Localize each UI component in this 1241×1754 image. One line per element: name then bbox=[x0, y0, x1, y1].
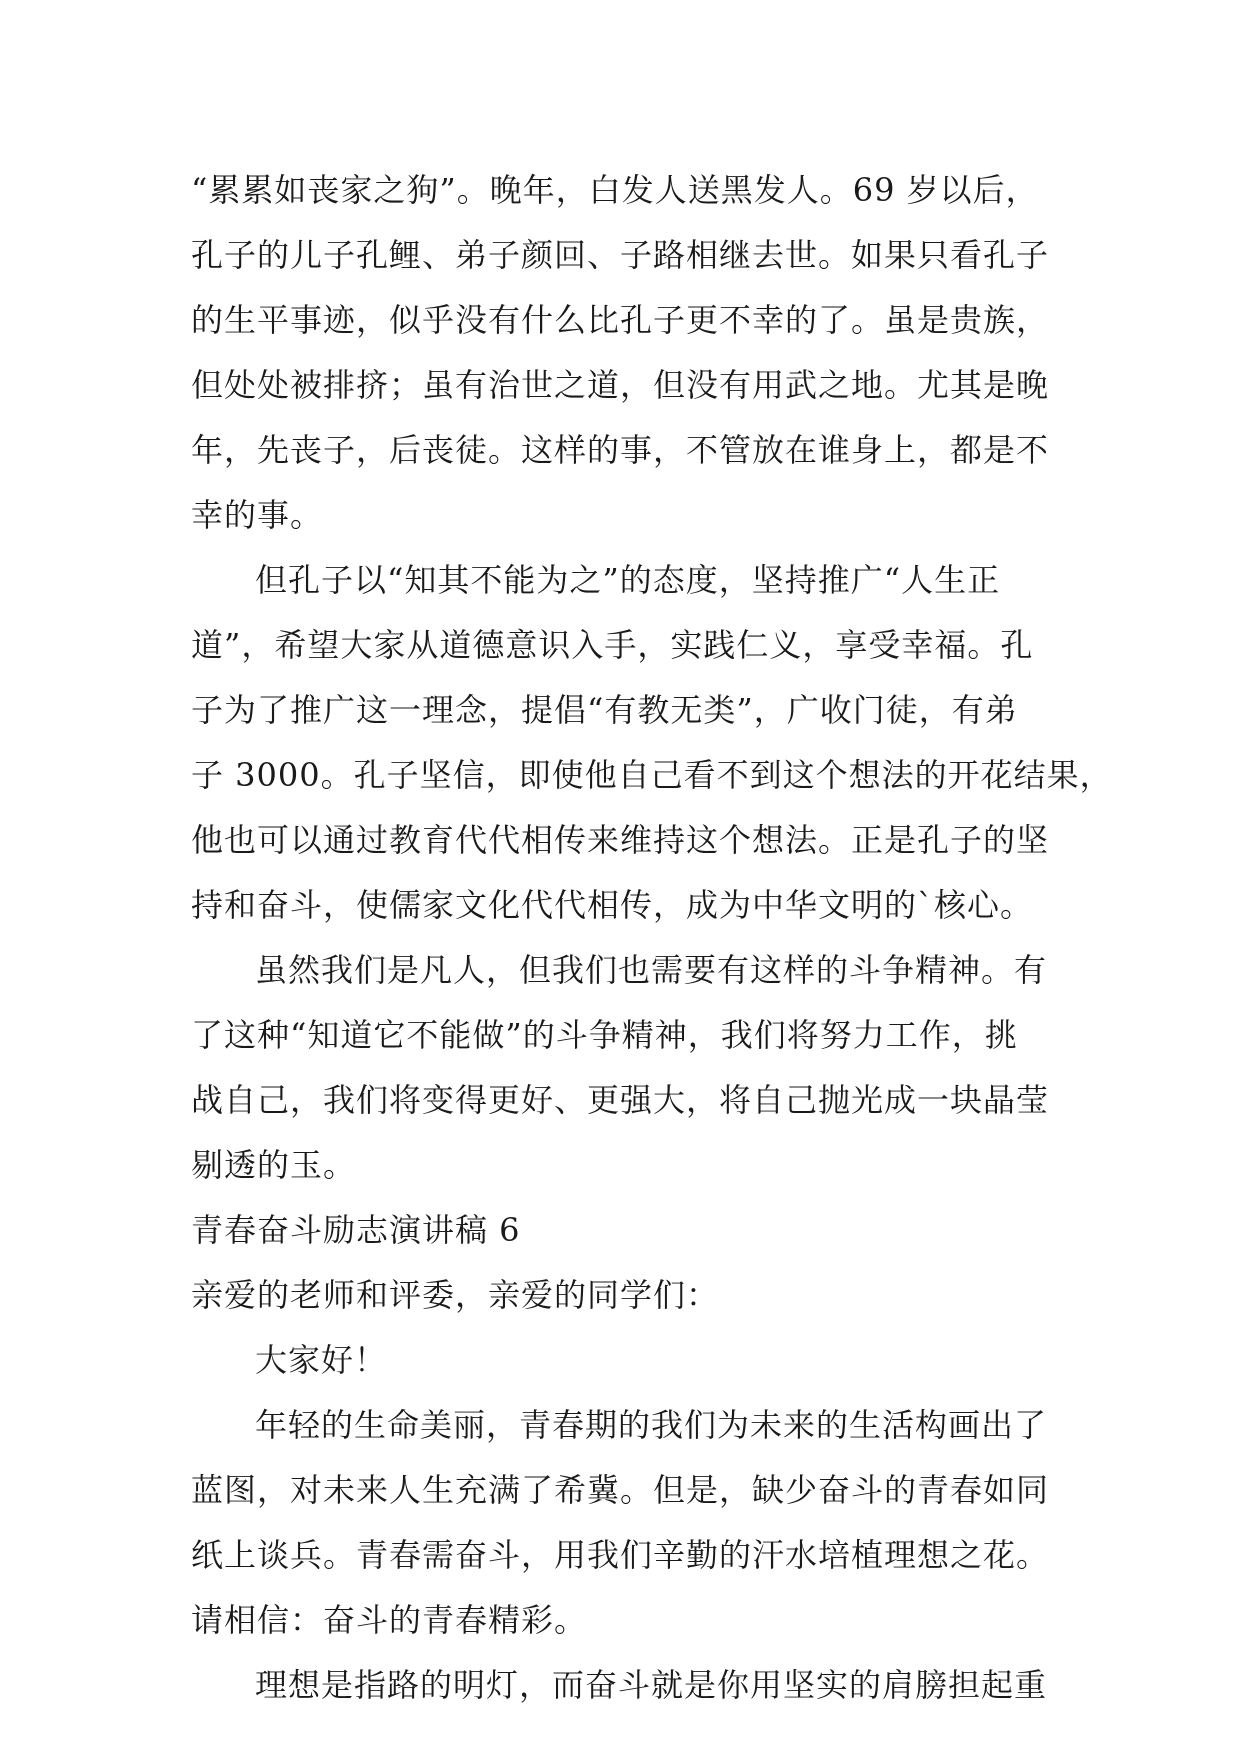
text-line: 战自己，我们将变得更好、更强大，将自己抛光成一块晶莹 bbox=[191, 1081, 1050, 1119]
paragraph-start-line: 年轻的生命美丽，青春期的我们为未来的生活构画出了 bbox=[255, 1406, 1048, 1444]
greeting: 大家好！ bbox=[255, 1341, 388, 1379]
paragraph-start-line: 理想是指路的明灯，而奋斗就是你用坚实的肩膀担起重 bbox=[255, 1666, 1048, 1704]
text-line: “累累如丧家之狗”。晚年，白发人送黑发人。69 岁以后， bbox=[191, 171, 1039, 209]
text-line: 子 3000。孔子坚信，即使他自己看不到这个想法的开花结果， bbox=[191, 756, 1113, 794]
text-line: 的生平事迹，似乎没有什么比孔子更不幸的了。虽是贵族， bbox=[191, 301, 1050, 339]
text-line: 请相信：奋斗的青春精彩。 bbox=[191, 1601, 588, 1639]
text-line: 但处处被排挤；虽有治世之道，但没有用武之地。尤其是晚 bbox=[191, 366, 1050, 404]
text-line: 道”，希望大家从道德意识入手，实践仁义，享受幸福。孔 bbox=[191, 626, 1034, 664]
text-line: 剔透的玉。 bbox=[191, 1146, 357, 1184]
text-line: 子为了推广这一理念，提倡“有教无类”，广收门徒，有弟 bbox=[191, 691, 1018, 729]
text-line: 幸的事。 bbox=[191, 496, 324, 534]
paragraph-start-line: 虽然我们是凡人，但我们也需要有这样的斗争精神。有 bbox=[255, 951, 1048, 989]
section-heading: 青春奋斗励志演讲稿 6 bbox=[191, 1211, 521, 1249]
document-body bbox=[191, 158, 1113, 1718]
text-line: 蓝图，对未来人生充满了希冀。但是，缺少奋斗的青春如同 bbox=[191, 1471, 1050, 1509]
text-line: 了这种“知道它不能做”的斗争精神，我们将努力工作，挑 bbox=[191, 1016, 1018, 1054]
text-line: 年，先丧子，后丧徒。这样的事，不管放在谁身上，都是不 bbox=[191, 431, 1050, 469]
text-line: 孔子的儿子孔鲤、弟子颜回、子路相继去世。如果只看孔子 bbox=[191, 236, 1050, 274]
text-line: 纸上谈兵。青春需奋斗，用我们辛勤的汗水培植理想之花。 bbox=[191, 1536, 1050, 1574]
paragraph-start-line: 但孔子以“知其不能为之”的态度，坚持推广“人生正 bbox=[255, 561, 1001, 599]
salutation: 亲爱的老师和评委，亲爱的同学们： bbox=[191, 1276, 720, 1314]
text-line: 持和奋斗，使儒家文化代代相传，成为中华文明的`核心。 bbox=[191, 886, 1034, 924]
text-line: 他也可以通过教育代代相传来维持这个想法。正是孔子的坚 bbox=[191, 821, 1050, 859]
